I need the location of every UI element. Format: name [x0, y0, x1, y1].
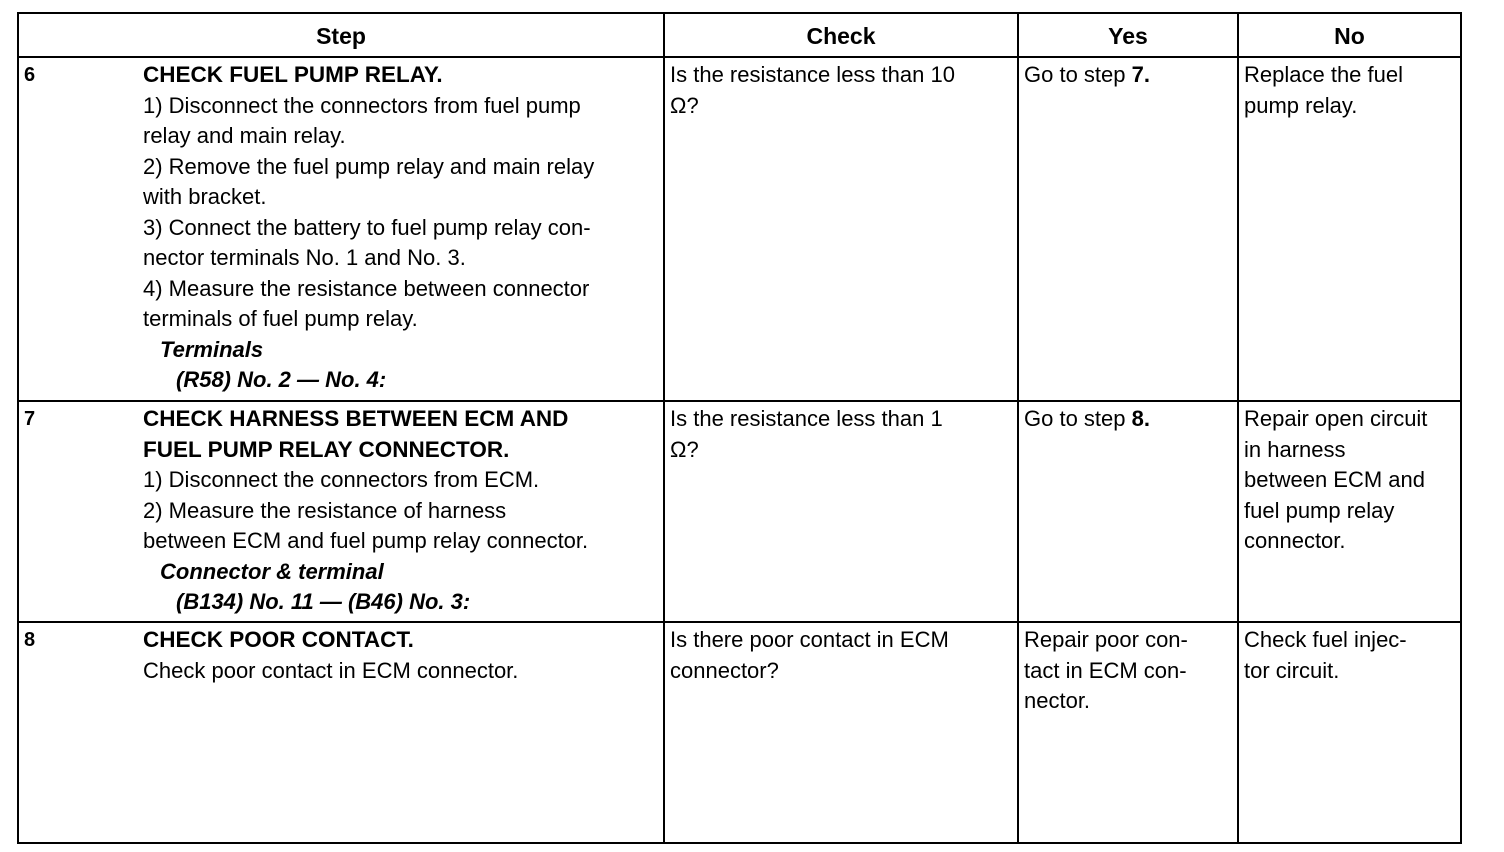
- table-row: [18, 401, 1461, 622]
- yes-line: tact in ECM con-: [1024, 657, 1187, 683]
- yes-step-ref: 7.: [1131, 62, 1150, 87]
- step-title: CHECK POOR CONTACT.: [143, 627, 414, 652]
- yes-step-ref: 8.: [1131, 406, 1150, 431]
- yes-cell: [1018, 622, 1238, 843]
- step-line: relay and main relay.: [143, 123, 346, 148]
- step-body: [143, 60, 659, 396]
- step-cell: [18, 622, 664, 843]
- check-line: Is the resistance less than 10: [670, 62, 955, 87]
- yes-cell: [1018, 401, 1238, 622]
- no-line: in harness: [1244, 436, 1346, 462]
- step-line: terminals of fuel pump relay.: [143, 306, 418, 331]
- step-cell: [18, 57, 664, 401]
- step-line: 2) Measure the resistance of harness: [143, 497, 507, 523]
- yes-cell: [1018, 57, 1238, 401]
- check-line: Is the resistance less than 1: [670, 406, 943, 431]
- no-line: Replace the fuel: [1244, 62, 1403, 87]
- no-line: tor circuit.: [1244, 657, 1340, 683]
- table-row: [18, 622, 1461, 843]
- step-line: 2) Remove the fuel pump relay and main relay: [143, 153, 595, 179]
- check-cell: [664, 622, 1018, 843]
- header-step: Step: [18, 13, 664, 57]
- no-cell: [1238, 57, 1461, 401]
- step-title: FUEL PUMP RELAY CONNECTOR.: [143, 436, 510, 462]
- header-yes: Yes: [1018, 13, 1238, 57]
- step-number: 6: [24, 64, 36, 86]
- step-body: [143, 404, 659, 618]
- step-line: with bracket.: [143, 184, 267, 209]
- step-cell: [18, 401, 664, 622]
- step-line: 1) Disconnect the connectors from fuel pump: [143, 92, 581, 118]
- no-line: pump relay.: [1244, 92, 1358, 118]
- yes-line: nector.: [1024, 688, 1091, 713]
- yes-text: Go to step: [1024, 62, 1132, 87]
- no-line: fuel pump relay: [1244, 497, 1395, 523]
- spec-value: (R58) No. 2 — No. 4:: [176, 367, 387, 392]
- step-line: Check poor contact in ECM connector.: [143, 657, 519, 683]
- spec-label: Terminals: [160, 336, 264, 362]
- step-line: between ECM and fuel pump relay connector.: [143, 528, 589, 553]
- step-number: 7: [24, 408, 36, 430]
- no-line: between ECM and: [1244, 467, 1425, 492]
- spec-value: (B134) No. 11 — (B46) No. 3:: [176, 589, 471, 614]
- step-line: 3) Connect the battery to fuel pump relay con-: [143, 214, 591, 240]
- step-line: nector terminals No. 1 and No. 3.: [143, 245, 466, 270]
- step-body: [143, 625, 659, 686]
- diagnostic-table: [17, 12, 1462, 844]
- spec-label: Connector & terminal: [160, 558, 384, 584]
- step-title: CHECK HARNESS BETWEEN ECM AND: [143, 406, 569, 431]
- check-line: Ω?: [670, 92, 699, 118]
- header-no: No: [1238, 13, 1461, 57]
- no-line: Check fuel injec-: [1244, 627, 1407, 652]
- yes-line: Repair poor con-: [1024, 627, 1188, 652]
- no-line: connector.: [1244, 528, 1346, 553]
- check-line: connector?: [670, 657, 779, 683]
- check-line: Is there poor contact in ECM: [670, 627, 949, 652]
- no-line: Repair open circuit: [1244, 406, 1428, 431]
- step-number: 8: [24, 629, 36, 651]
- no-cell: [1238, 622, 1461, 843]
- step-title: CHECK FUEL PUMP RELAY.: [143, 62, 443, 87]
- yes-text: Go to step: [1024, 406, 1132, 431]
- no-cell: [1238, 401, 1461, 622]
- check-cell: [664, 57, 1018, 401]
- header-row: [18, 13, 1461, 57]
- check-cell: [664, 401, 1018, 622]
- check-line: Ω?: [670, 436, 699, 462]
- step-line: 1) Disconnect the connectors from ECM.: [143, 467, 540, 492]
- table-row: [18, 57, 1461, 401]
- header-check: Check: [664, 13, 1018, 57]
- step-line: 4) Measure the resistance between connector: [143, 275, 590, 301]
